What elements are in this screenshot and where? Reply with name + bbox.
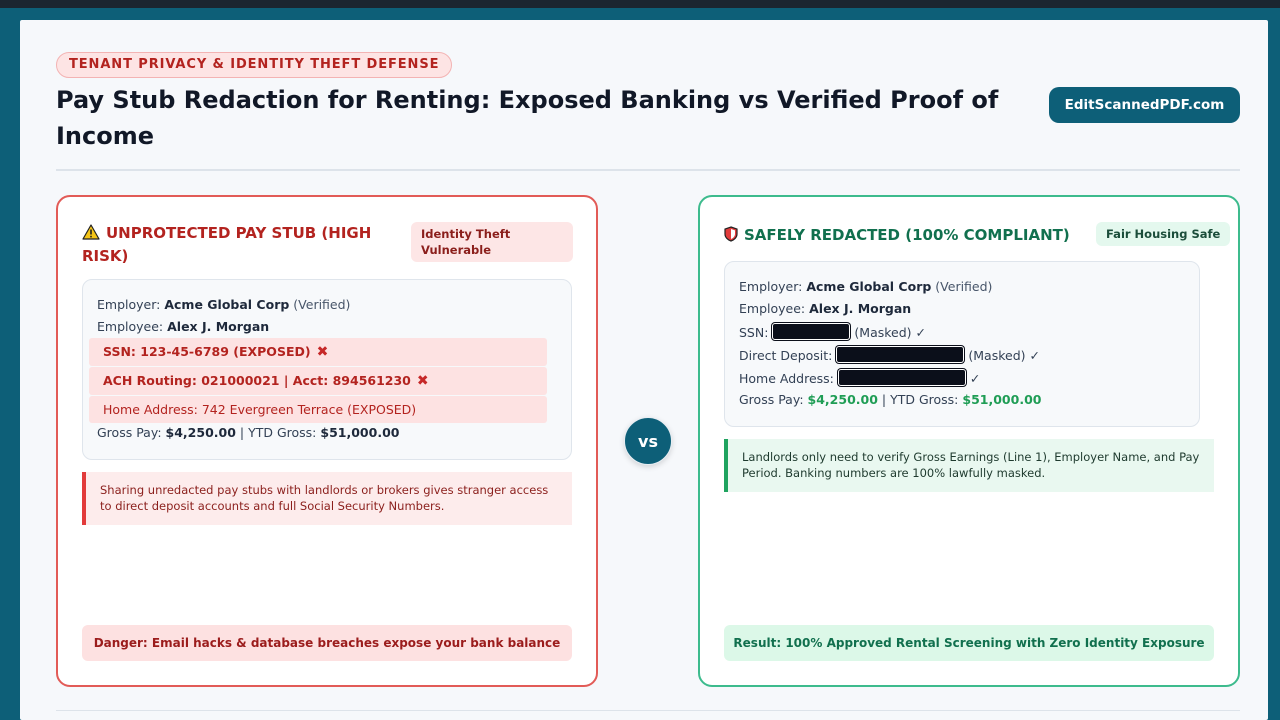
employee-value: Alex J. Morgan xyxy=(167,319,270,334)
risk-badge: Identity Theft Vulnerable xyxy=(411,222,573,262)
deposit-label: Direct Deposit: xyxy=(739,348,833,363)
redacted-panel xyxy=(698,195,1240,687)
comparison-card xyxy=(20,20,1268,720)
banking-exposed-text: ACH Routing: 021000021 | Acct: 894561230 xyxy=(103,373,411,388)
unprotected-heading-text: UNPROTECTED PAY STUB (HIGH RISK) xyxy=(82,224,372,265)
employee-label: Employee: xyxy=(739,301,806,316)
employee-row xyxy=(97,319,269,334)
exposure-warning: Sharing unredacted pay stubs with landlords or brokers gives stranger access to direct deposit accounts and full Social Security Numbers. xyxy=(82,472,572,525)
employer-label: Employer: xyxy=(739,279,803,294)
deposit-status: (Masked) ✓ xyxy=(968,348,1040,363)
gross-pay-value: $4,250.00 xyxy=(165,425,236,440)
gross-pay-label: Gross Pay: xyxy=(97,425,162,440)
redacted-stub-details xyxy=(724,261,1200,427)
address-status: ✓ xyxy=(969,371,981,386)
employee-row xyxy=(739,301,911,316)
employer-row xyxy=(739,279,992,294)
deposit-redaction-bar xyxy=(836,346,964,363)
employer-status: (Verified) xyxy=(293,297,351,312)
employee-value: Alex J. Morgan xyxy=(809,301,912,316)
gross-pay-row xyxy=(739,392,1041,407)
address-label: Home Address: xyxy=(739,371,834,386)
employer-status: (Verified) xyxy=(935,279,993,294)
exposed-stub-details xyxy=(82,279,572,460)
page-title: Pay Stub Redaction for Renting: Exposed Banking vs Verified Proof of Income xyxy=(56,86,999,150)
ytd-label: | YTD Gross: xyxy=(881,392,959,407)
vs-badge: vs xyxy=(624,417,672,465)
address-redaction-bar xyxy=(838,369,966,386)
ssn-masked-row xyxy=(739,323,926,340)
employer-label: Employer: xyxy=(97,297,161,312)
cross-mark-icon: ✖ xyxy=(316,344,329,360)
ytd-label: | YTD Gross: xyxy=(239,425,317,440)
ssn-status: (Masked) ✓ xyxy=(854,325,926,340)
gross-pay-row xyxy=(97,425,399,440)
address-exposed-row xyxy=(89,396,547,423)
employer-value: Acme Global Corp xyxy=(164,297,290,312)
result-footer: Result: 100% Approved Rental Screening with Zero Identity Exposure xyxy=(724,625,1214,661)
brand-button[interactable]: EditScannedPDF.com xyxy=(1049,87,1240,123)
ssn-label: SSN: xyxy=(739,325,769,340)
ssn-redaction-bar xyxy=(772,323,850,340)
window-top-edge xyxy=(0,0,1280,8)
gross-pay-value: $4,250.00 xyxy=(807,392,878,407)
employee-label: Employee: xyxy=(97,319,164,334)
employer-value: Acme Global Corp xyxy=(806,279,932,294)
unprotected-heading xyxy=(82,223,382,267)
redacted-heading xyxy=(724,225,1104,248)
deposit-masked-row xyxy=(739,346,1040,363)
redacted-heading-text: SAFELY REDACTED (100% COMPLIANT) xyxy=(744,226,1070,244)
gross-pay-label: Gross Pay: xyxy=(739,392,804,407)
employer-row xyxy=(97,297,350,312)
header-divider xyxy=(56,169,1240,171)
ssn-exposed-text: SSN: 123-45-6789 (EXPOSED) xyxy=(103,344,311,359)
banking-exposed-row xyxy=(89,367,547,395)
ytd-value: $51,000.00 xyxy=(962,392,1042,407)
bottom-divider xyxy=(56,710,1240,711)
shield-icon xyxy=(724,226,738,248)
fair-housing-badge: Fair Housing Safe xyxy=(1096,222,1230,246)
address-exposed-text: Home Address: 742 Evergreen Terrace (EXPOSED) xyxy=(103,402,417,417)
warning-icon xyxy=(82,224,100,246)
category-tag: TENANT PRIVACY & IDENTITY THEFT DEFENSE xyxy=(56,52,452,78)
address-masked-row xyxy=(739,369,980,386)
unprotected-panel xyxy=(56,195,598,687)
landlord-requirements-note: Landlords only need to verify Gross Earnings (Line 1), Employer Name, and Pay Period. Banking numbers are 100% lawfully masked. xyxy=(724,439,1214,492)
ytd-value: $51,000.00 xyxy=(320,425,400,440)
danger-footer: Danger: Email hacks & database breaches expose your bank balance xyxy=(82,625,572,661)
ssn-exposed-row xyxy=(89,338,547,366)
cross-mark-icon: ✖ xyxy=(416,373,429,389)
